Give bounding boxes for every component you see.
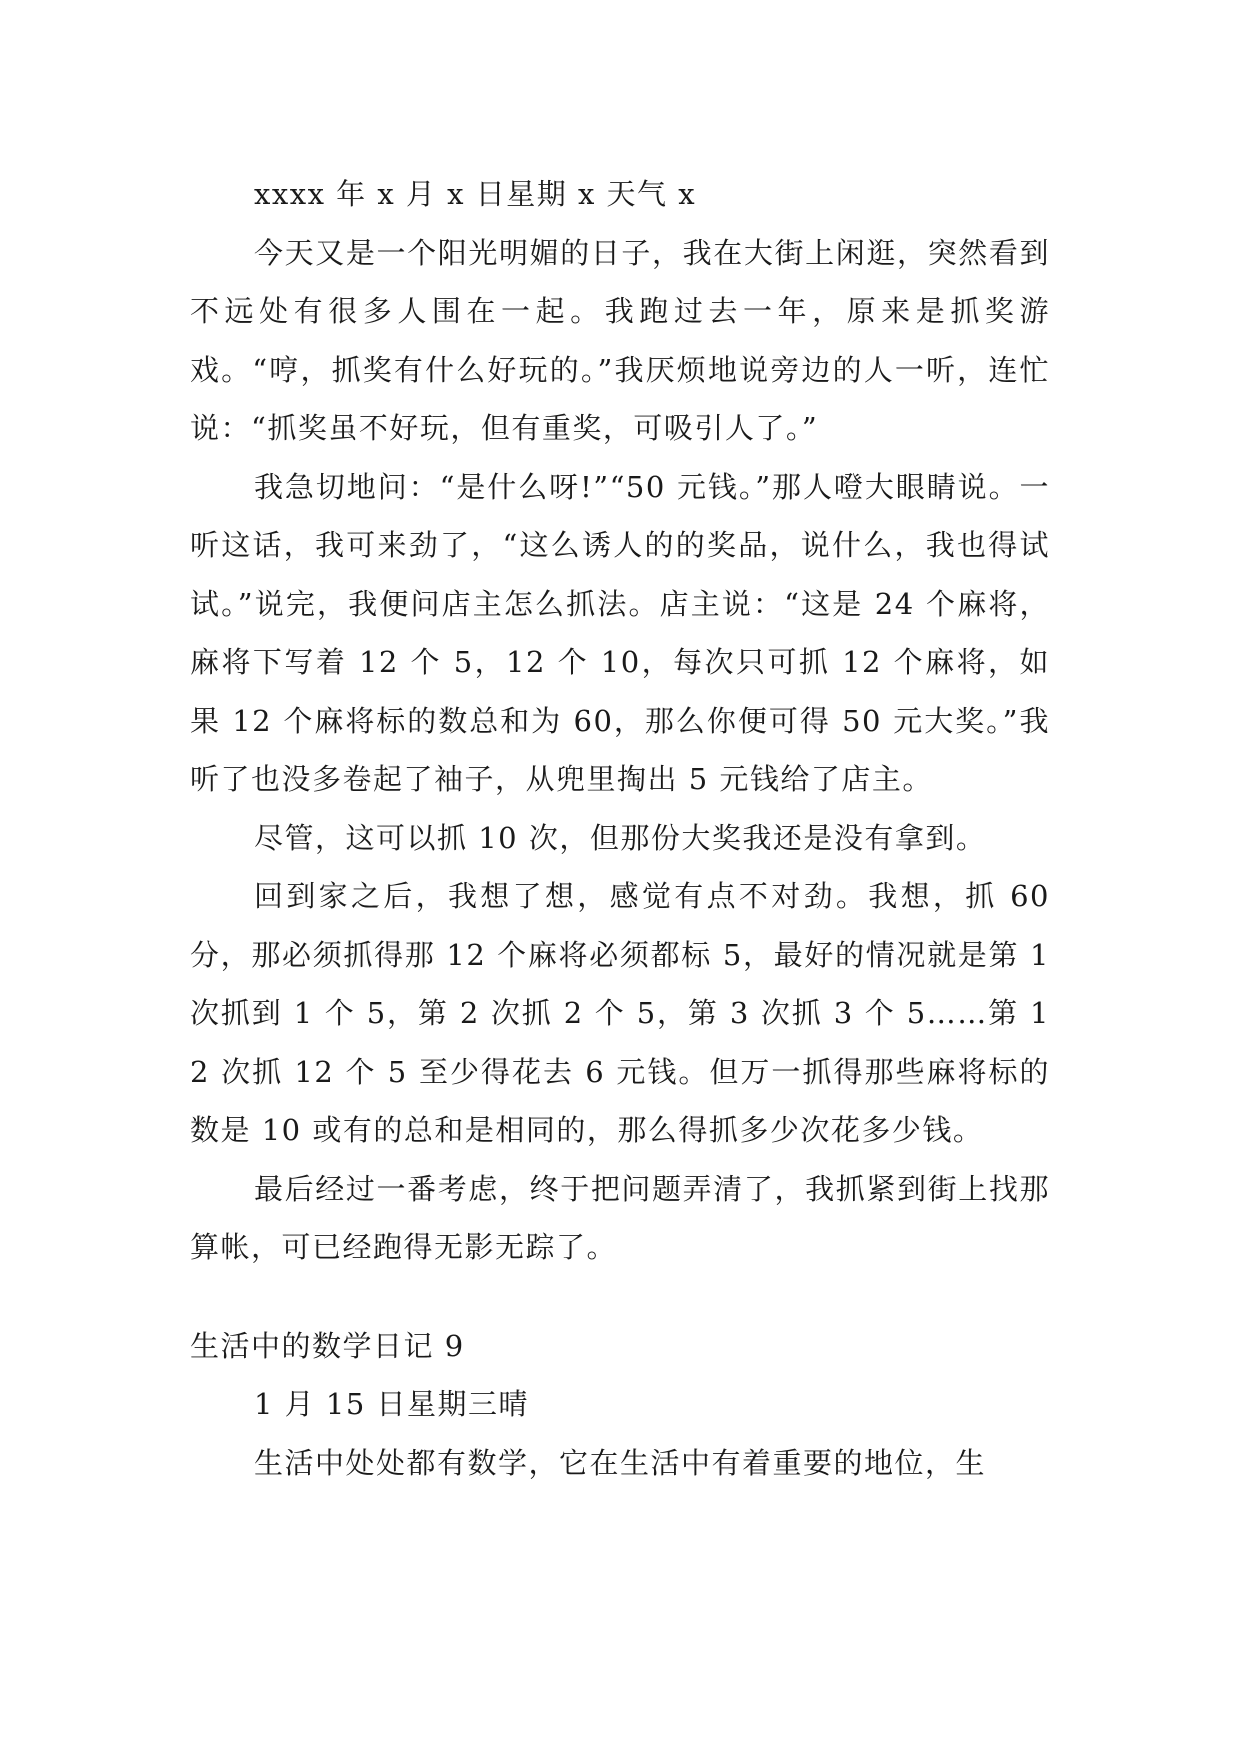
diary-date-line: 1 月 15 日星期三晴	[254, 1387, 530, 1421]
diary-paragraph: 生活中处处都有数学，它在生活中有着重要的地位，生	[254, 1445, 987, 1480]
diary-paragraph: 回到家之后，我想了想，感觉有点不对劲。我想，抓 60 分，那必须抓得那 12 个麻将必须都标 5，最好的情况就是第 1 次抓到 1 个 5，第 2 次抓 2 个 5，第 3 次抓 3 个 5……第 12 次抓 12 个 5 至少得花去 6 元钱。但万一抓得那些麻将标的数是 10 或有的总和是相同的，那么得抓多少次花多少钱。	[190, 879, 1050, 1147]
diary-paragraph: 最后经过一番考虑，终于把问题弄清了，我抓紧到街上找那算帐，可已经跑得无影无踪了。	[190, 1171, 1050, 1264]
section-spacer	[190, 1277, 1050, 1317]
section-title: 生活中的数学日记 9	[190, 1328, 465, 1363]
document-body	[190, 165, 1050, 1492]
diary-paragraph: 今天又是一个阳光明媚的日子，我在大街上闲逛，突然看到不远处有很多人围在一起。我跑过去一年，原来是抓奖游戏。“哼，抓奖有什么好玩的。”我厌烦地说旁边的人一听，连忙说：“抓奖虽不好玩，但有重奖，可吸引人了。”	[190, 235, 1050, 445]
diary-paragraph: 尽管，这可以抓 10 次，但那份大奖我还是没有拿到。	[254, 820, 987, 855]
diary-date-line: xxxx 年 x 月 x 日星期 x 天气 x	[254, 177, 697, 211]
diary-paragraph: 我急切地问：“是什么呀!”“50 元钱。”那人噔大眼睛说。一听这话，我可来劲了，“这么诱人的的奖品，说什么，我也得试试。”说完，我便问店主怎么抓法。店主说：“这是 24 个麻将，麻将下写着 12 个 5，12 个 10，每次只可抓 12 个麻将，如果 12 个麻将标的数总和为 60，那么你便可得 50 元大奖。”我听了也没多卷起了袖子，从兜里掏出 5 元钱给了店主。	[190, 469, 1050, 796]
